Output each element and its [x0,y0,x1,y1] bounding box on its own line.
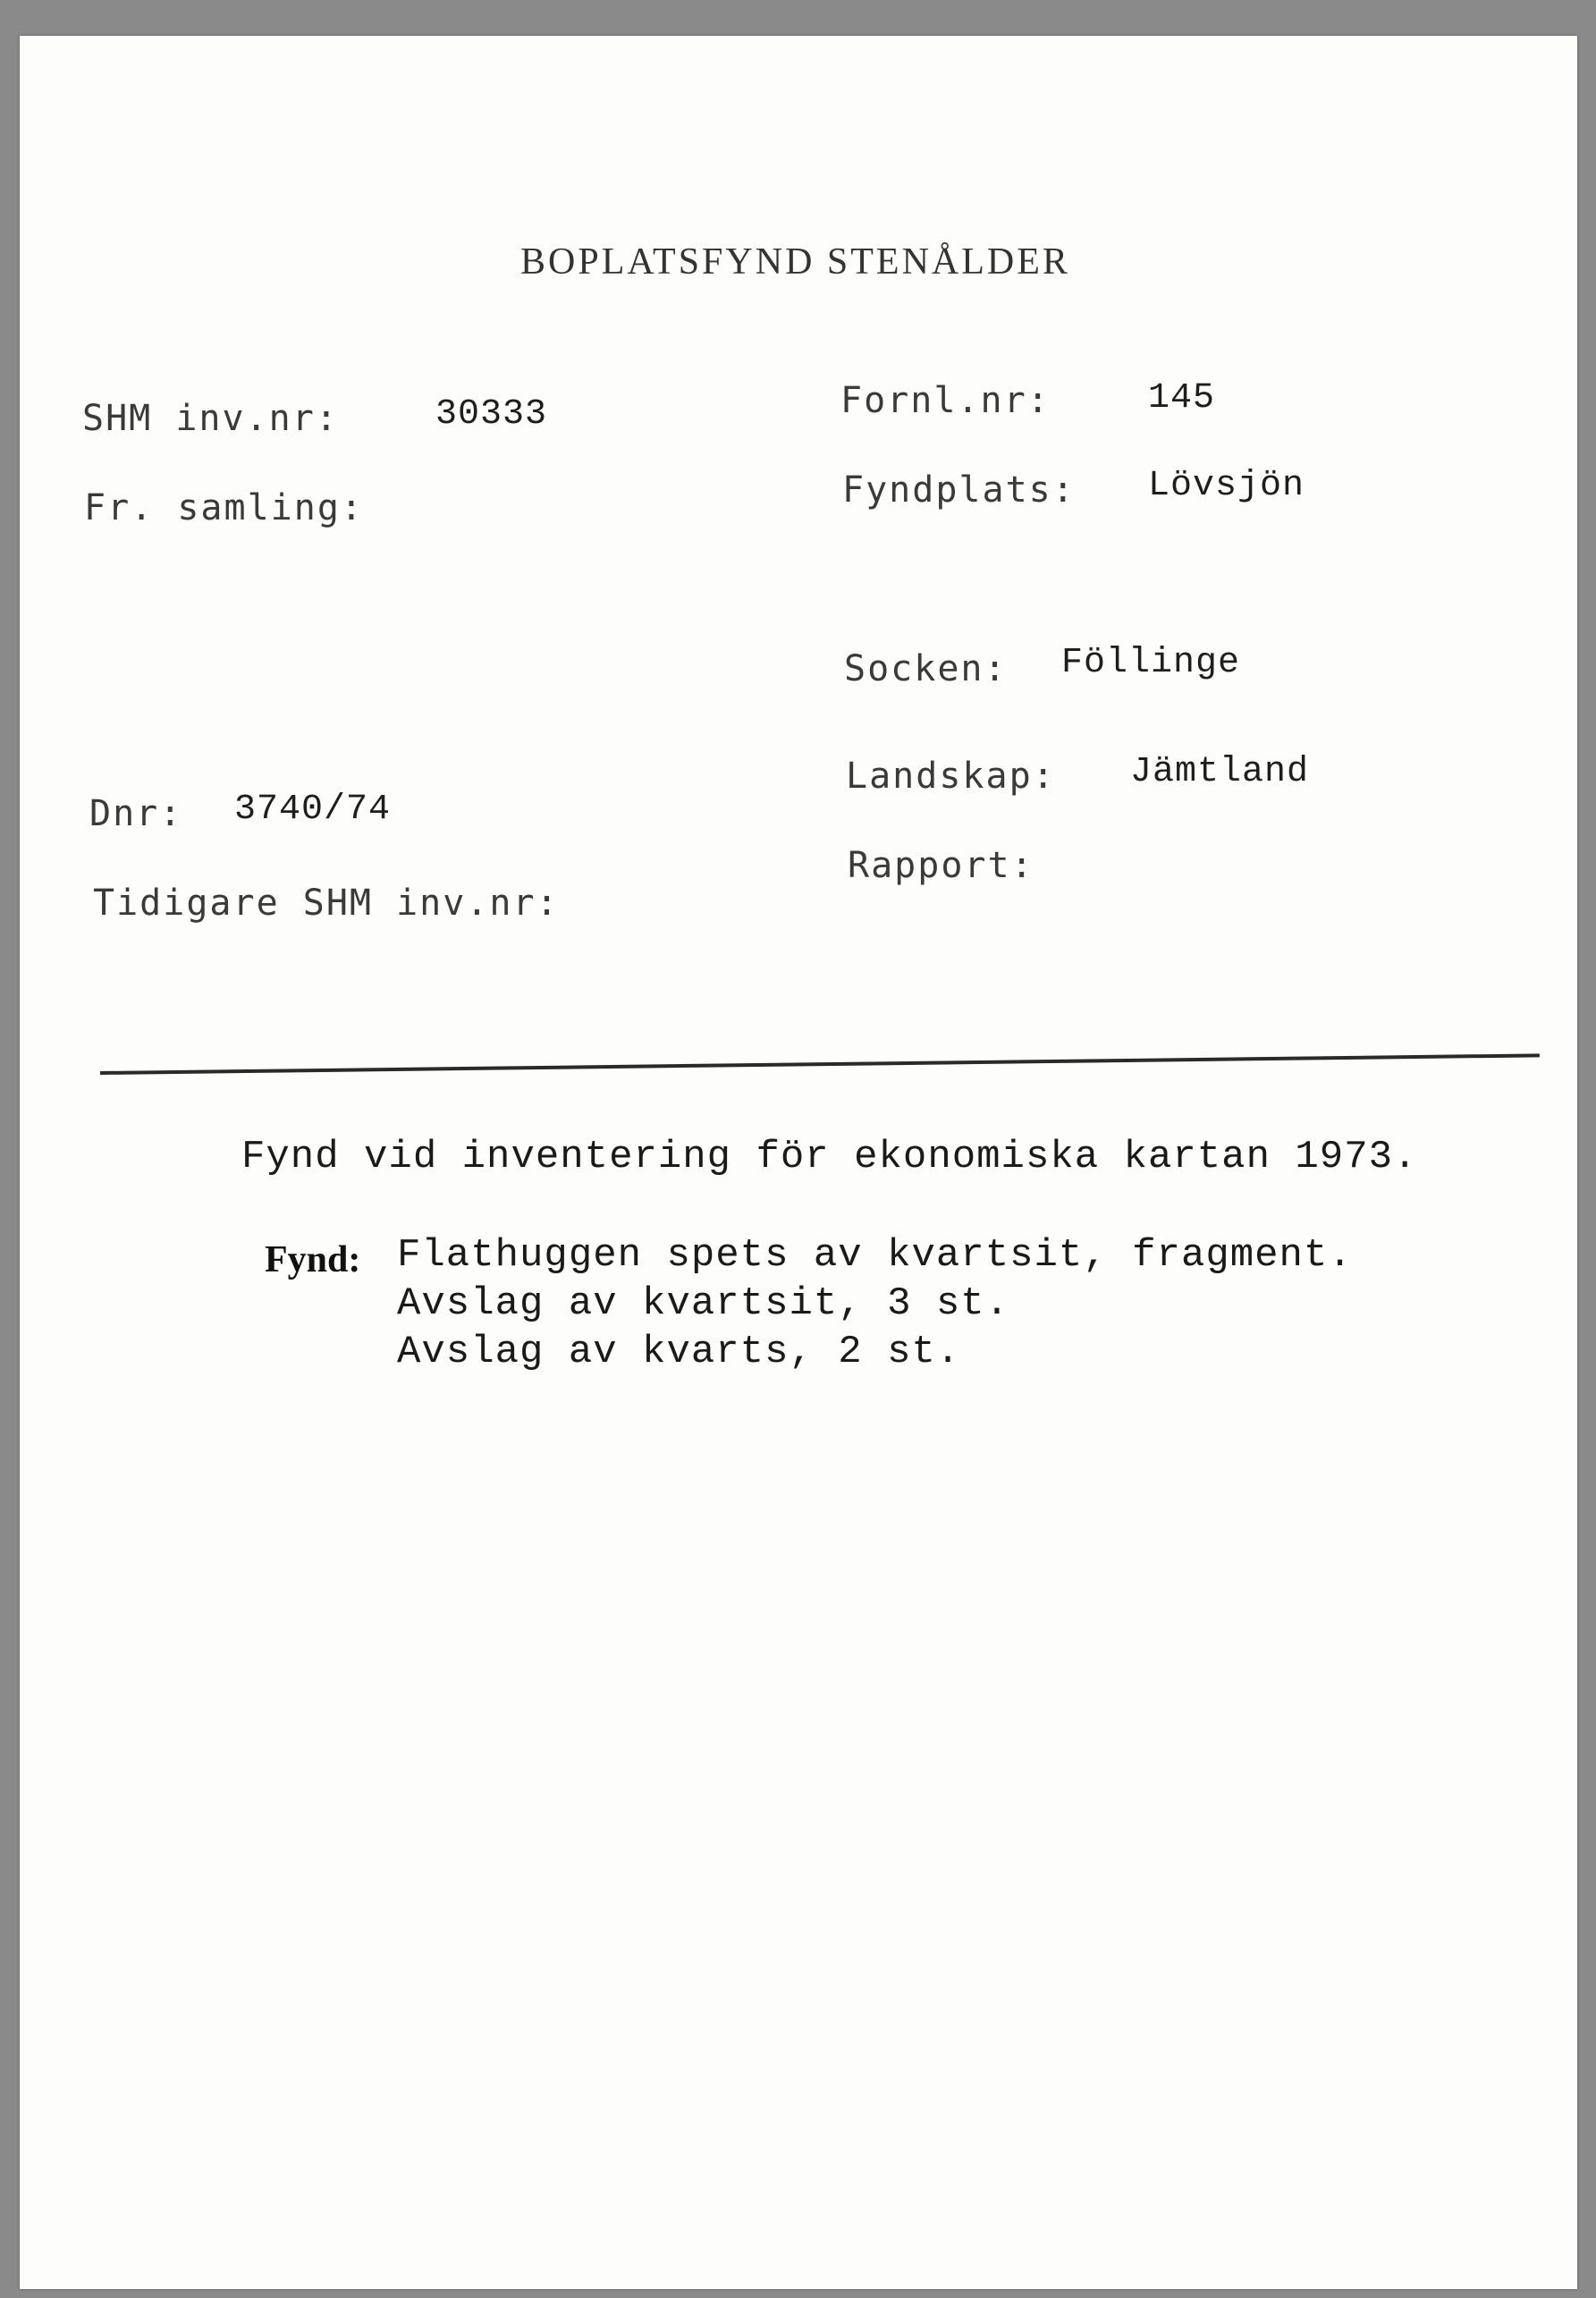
rapport-label: Rapport: [848,845,1034,886]
intro-text: Fynd vid inventering för ekonomiska kartan 1973. [241,1135,1418,1179]
shm-inv-label: SHM inv.nr: [82,398,339,439]
shm-inv-value: 30333 [435,394,548,435]
tidigare-shm-label: Tidigare SHM inv.nr: [93,883,560,924]
fornl-value: 145 [1148,378,1216,418]
socken-label: Socken: [844,648,1008,689]
card-title: BOPLATSFYND STENÅLDER [520,241,1070,283]
fynd-line: Avslag av kvarts, 2 st. [397,1330,961,1374]
fynd-label: Fynd: [265,1239,361,1280]
fynd-line: Avslag av kvartsit, 3 st. [397,1281,1010,1326]
fr-samling-label: Fr. samling: [84,487,364,528]
dnr-label: Dnr: [89,793,183,834]
socken-value: Föllinge [1061,643,1241,683]
fynd-line: Flathuggen spets av kvartsit, fragment. [397,1233,1353,1278]
fyndplats-label: Fyndplats: [842,469,1076,511]
landskap-label: Landskap: [846,756,1056,797]
divider-line [100,1053,1540,1075]
fyndplats-value: Lövsjön [1148,466,1305,506]
catalog-card [20,36,1577,2289]
fornl-label: Fornl.nr: [840,380,1051,421]
dnr-value: 3740/74 [234,790,392,830]
landskap-value: Jämtland [1130,752,1310,792]
